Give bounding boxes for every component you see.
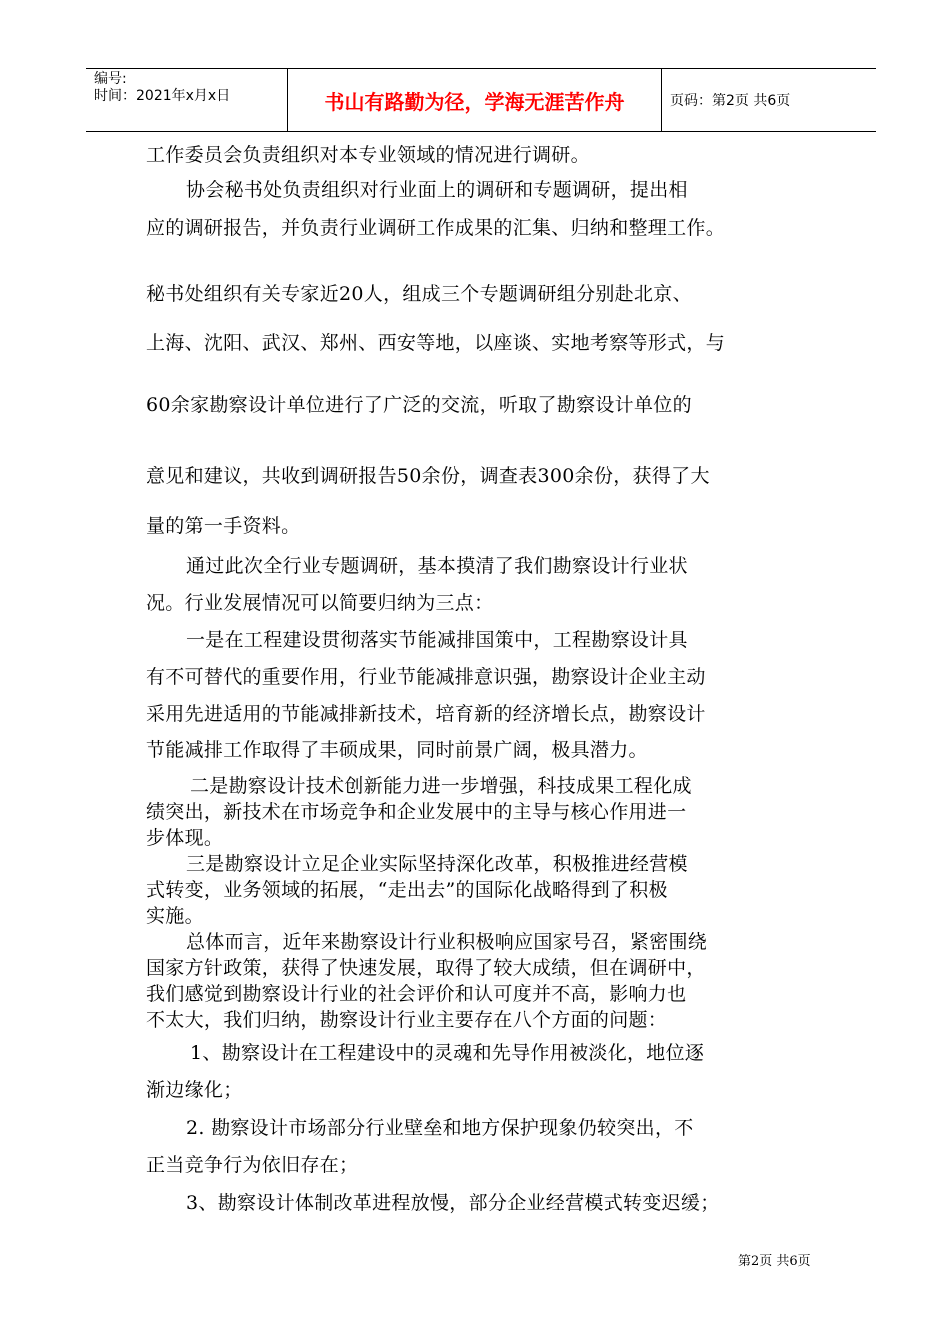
text-line: 通过此次全行业专题调研，基本摸清了我们勘察设计行业状 — [186, 555, 688, 577]
text-line: 协会秘书处负责组织对行业面上的调研和专题调研，提出相 — [186, 179, 688, 201]
text-line: 式转变，业务领域的拓展，“走出去”的国际化战略得到了积极 — [146, 879, 668, 901]
text-line: 况。行业发展情况可以简要归纳为三点： — [146, 592, 494, 614]
text-line: 正当竞争行为依旧存在； — [146, 1154, 359, 1176]
text-line: 步体现。 — [146, 827, 224, 849]
text-line: 一是在工程建设贯彻落实节能减排国策中，工程勘察设计具 — [186, 629, 688, 651]
text-line: 秘书处组织有关专家近20人，组成三个专题调研组分别赴北京、 — [146, 283, 692, 305]
text-line: 绩突出，新技术在市场竞争和企业发展中的主导与核心作用进一 — [146, 801, 687, 823]
page-header — [86, 68, 876, 132]
number-label: 编号: — [94, 71, 127, 87]
text-line: 不太大，我们归纳，勘察设计行业主要存在八个方面的问题： — [146, 1009, 668, 1031]
text-line: 工作委员会负责组织对本专业领域的情况进行调研。 — [146, 144, 590, 166]
text-line: 总体而言，近年来勘察设计行业积极响应国家号召，紧密围绕 — [186, 931, 708, 953]
text-line: 我们感觉到勘察设计行业的社会评价和认可度并不高，影响力也 — [146, 983, 687, 1005]
header-motto: 书山有路勤为径，学海无涯苦作舟 — [288, 69, 662, 131]
header-page-code: 页码：第2页 共6页 — [670, 93, 791, 109]
text-line: 意见和建议，共收到调研报告50余份，调查表300余份，获得了大 — [146, 465, 710, 487]
text-line: 三是勘察设计立足企业实际坚持深化改革，积极推进经营模 — [186, 853, 688, 875]
page-footer: 第2页 共6页 — [738, 1254, 811, 1269]
text-line: 上海、沈阳、武汉、郑州、西安等地，以座谈、实地考察等形式，与 — [146, 332, 726, 354]
text-line: 采用先进适用的节能减排新技术，培育新的经济增长点，勘察设计 — [146, 703, 706, 725]
time-label: 时间：2021年x月x日 — [94, 88, 231, 104]
text-line: 3、勘察设计体制改革进程放慢，部分企业经营模式转变迟缓； — [186, 1192, 720, 1214]
text-line: 节能减排工作取得了丰硕成果，同时前景广阔，极具潜力。 — [146, 739, 648, 761]
text-line: 2. 勘察设计市场部分行业壁垒和地方保护现象仍较突出，不 — [186, 1117, 694, 1139]
text-line: 二是勘察设计技术创新能力进一步增强，科技成果工程化成 — [190, 775, 692, 797]
text-line: 实施。 — [146, 905, 204, 927]
text-line: 60余家勘察设计单位进行了广泛的交流，听取了勘察设计单位的 — [146, 394, 692, 416]
text-line: 国家方针政策，获得了快速发展，取得了较大成绩，但在调研中， — [146, 957, 706, 979]
text-line: 量的第一手资料。 — [146, 515, 301, 537]
text-line: 有不可替代的重要作用，行业节能减排意识强，勘察设计企业主动 — [146, 666, 706, 688]
text-line: 应的调研报告，并负责行业调研工作成果的汇集、归纳和整理工作。 — [146, 217, 726, 239]
text-line: 渐边缘化； — [146, 1079, 243, 1101]
text-line: 1、勘察设计在工程建设中的灵魂和先导作用被淡化，地位逐 — [190, 1042, 705, 1064]
header-meta — [86, 69, 288, 131]
